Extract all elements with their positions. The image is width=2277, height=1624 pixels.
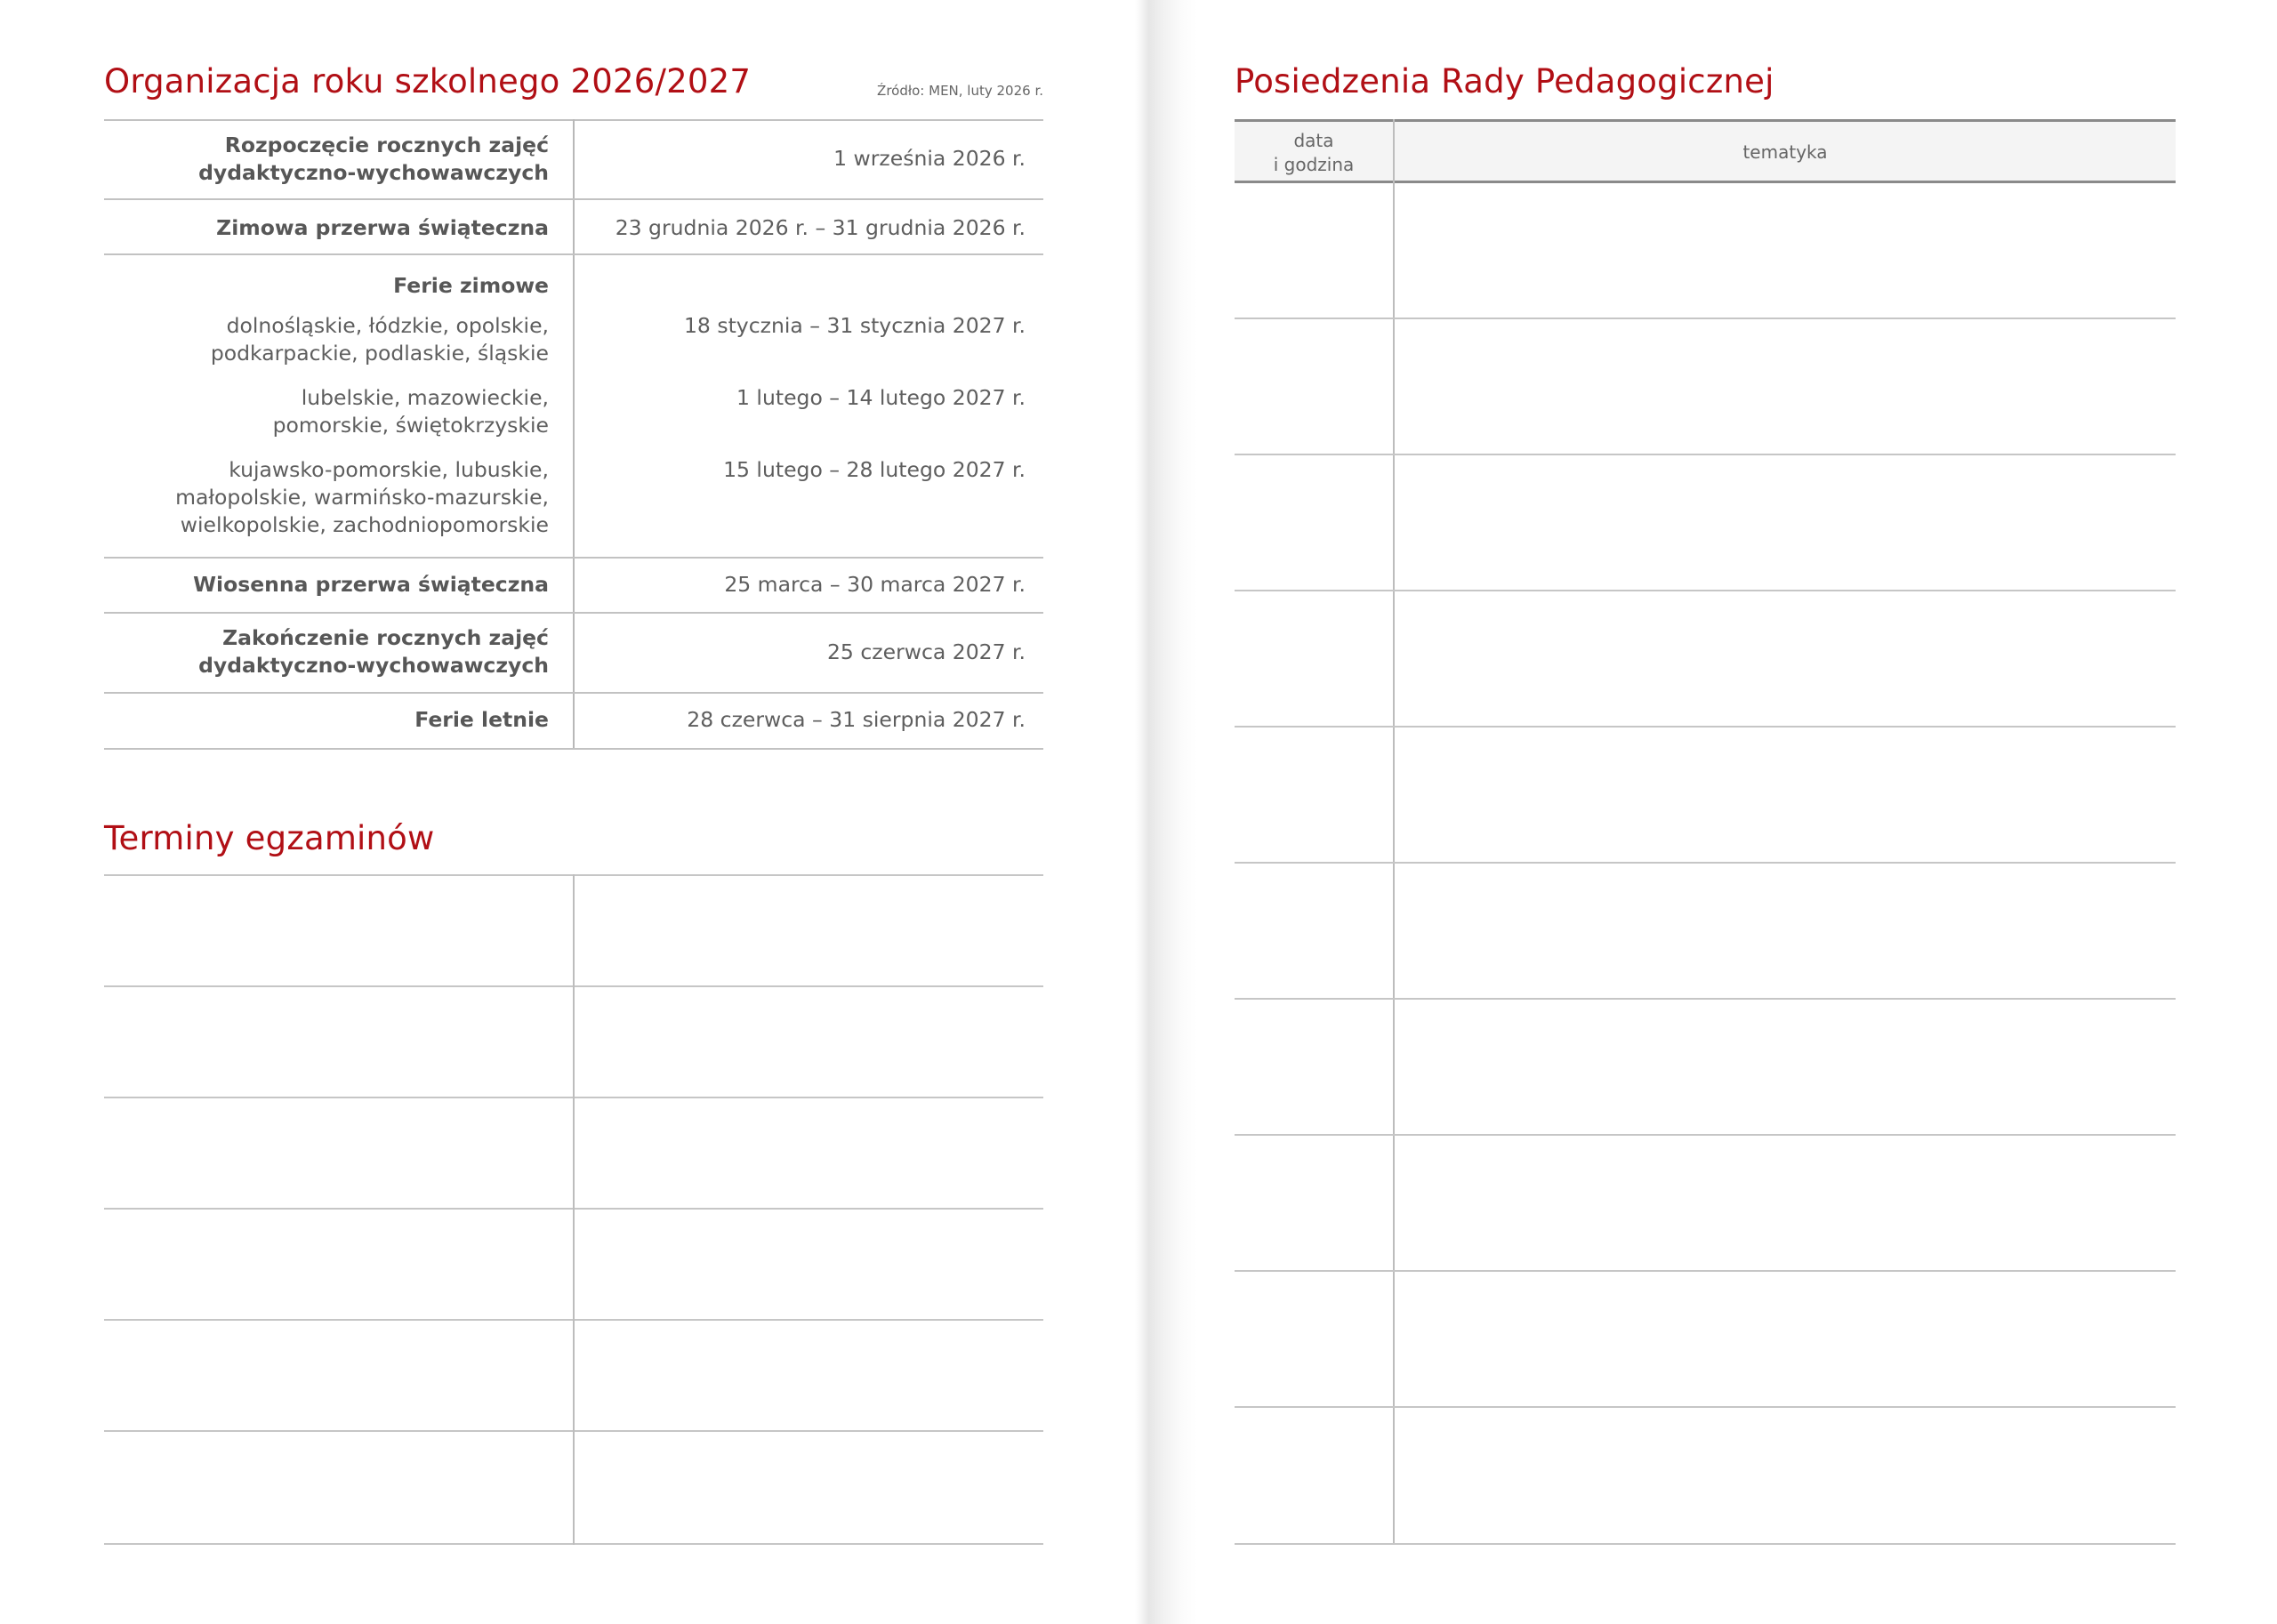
council-column-divider bbox=[1393, 119, 1395, 1545]
end-date: 25 czerwca 2027 r. bbox=[826, 639, 1026, 664]
table-column-divider bbox=[573, 119, 575, 750]
exams-title: Terminy egzaminów bbox=[104, 819, 435, 857]
council-row-rule bbox=[1235, 590, 2176, 591]
exams-grid bbox=[104, 874, 1043, 1545]
ferie-group-3-regions bbox=[104, 456, 549, 539]
end-label bbox=[104, 624, 549, 679]
council-table-header bbox=[1235, 119, 2176, 183]
table-rule bbox=[104, 612, 1043, 614]
column-header-date-line: data bbox=[1293, 130, 1334, 151]
spring-break-label: Wiosenna przerwa świąteczna bbox=[193, 572, 549, 597]
summer-date: 28 czerwca – 31 sierpnia 2027 r. bbox=[687, 707, 1026, 732]
council-row-rule bbox=[1235, 454, 2176, 455]
table-rule bbox=[104, 557, 1043, 559]
region-line: kujawsko-pomorskie, lubuskie, bbox=[229, 457, 549, 482]
council-title: Posiedzenia Rady Pedagogicznej bbox=[1235, 62, 1774, 100]
council-row-rule bbox=[1235, 1270, 2176, 1272]
start-label-line: dydaktyczno-wychowawczych bbox=[198, 160, 549, 185]
council-row-rule bbox=[1235, 1406, 2176, 1408]
council-row-rule bbox=[1235, 998, 2176, 1000]
region-line: lubelskie, mazowieckie, bbox=[301, 385, 549, 410]
end-label-line: dydaktyczno-wychowawczych bbox=[198, 653, 549, 678]
source-note: Źródło: MEN, luty 2026 r. bbox=[877, 83, 1043, 99]
council-row-rule bbox=[1235, 318, 2176, 319]
council-row-rule bbox=[1235, 1543, 2176, 1545]
ferie-group-3-date: 15 lutego – 28 lutego 2027 r. bbox=[723, 457, 1026, 482]
column-header-date bbox=[1235, 129, 1393, 177]
council-row-rule bbox=[1235, 726, 2176, 728]
table-rule bbox=[104, 692, 1043, 694]
council-row-rule bbox=[1235, 1134, 2176, 1136]
region-line: pomorskie, świętokrzyskie bbox=[272, 413, 549, 438]
winter-break-label: Zimowa przerwa świąteczna bbox=[216, 215, 549, 240]
table-rule bbox=[104, 748, 1043, 750]
page-gutter-shadow bbox=[1135, 0, 1197, 1624]
region-line: małopolskie, warmińsko-mazurskie, bbox=[175, 485, 549, 510]
winter-break-date: 23 grudnia 2026 r. – 31 grudnia 2026 r. bbox=[615, 215, 1026, 240]
exam-column-divider bbox=[573, 874, 575, 1545]
ferie-group-2-regions bbox=[104, 384, 549, 439]
ferie-group-1-regions bbox=[104, 312, 549, 367]
region-line: wielkopolskie, zachodniopomorskie bbox=[180, 512, 549, 537]
council-meetings-table bbox=[1235, 119, 2176, 1545]
column-header-date-line: i godzina bbox=[1273, 154, 1355, 175]
spring-break-date: 25 marca – 30 marca 2027 r. bbox=[724, 572, 1026, 597]
ferie-group-1-date: 18 stycznia – 31 stycznia 2027 r. bbox=[683, 313, 1026, 338]
summer-label: Ferie letnie bbox=[414, 707, 549, 732]
org-title: Organizacja roku szkolnego 2026/2027 bbox=[104, 62, 752, 100]
region-line: dolnośląskie, łódzkie, opolskie, bbox=[226, 313, 549, 338]
start-label bbox=[104, 132, 549, 187]
end-label-line: Zakończenie rocznych zajęć bbox=[222, 625, 549, 650]
table-rule bbox=[104, 198, 1043, 200]
ferie-group-2-date: 1 lutego – 14 lutego 2027 r. bbox=[736, 385, 1026, 410]
school-year-table bbox=[104, 119, 1043, 751]
region-line: podkarpackie, podlaskie, śląskie bbox=[210, 341, 549, 366]
start-label-line: Rozpoczęcie rocznych zajęć bbox=[224, 133, 549, 157]
column-header-topic: tematyka bbox=[1742, 141, 1828, 163]
ferie-zimowe-heading: Ferie zimowe bbox=[393, 273, 549, 298]
council-row-rule bbox=[1235, 862, 2176, 864]
start-date: 1 września 2026 r. bbox=[833, 146, 1026, 171]
table-rule bbox=[104, 253, 1043, 255]
